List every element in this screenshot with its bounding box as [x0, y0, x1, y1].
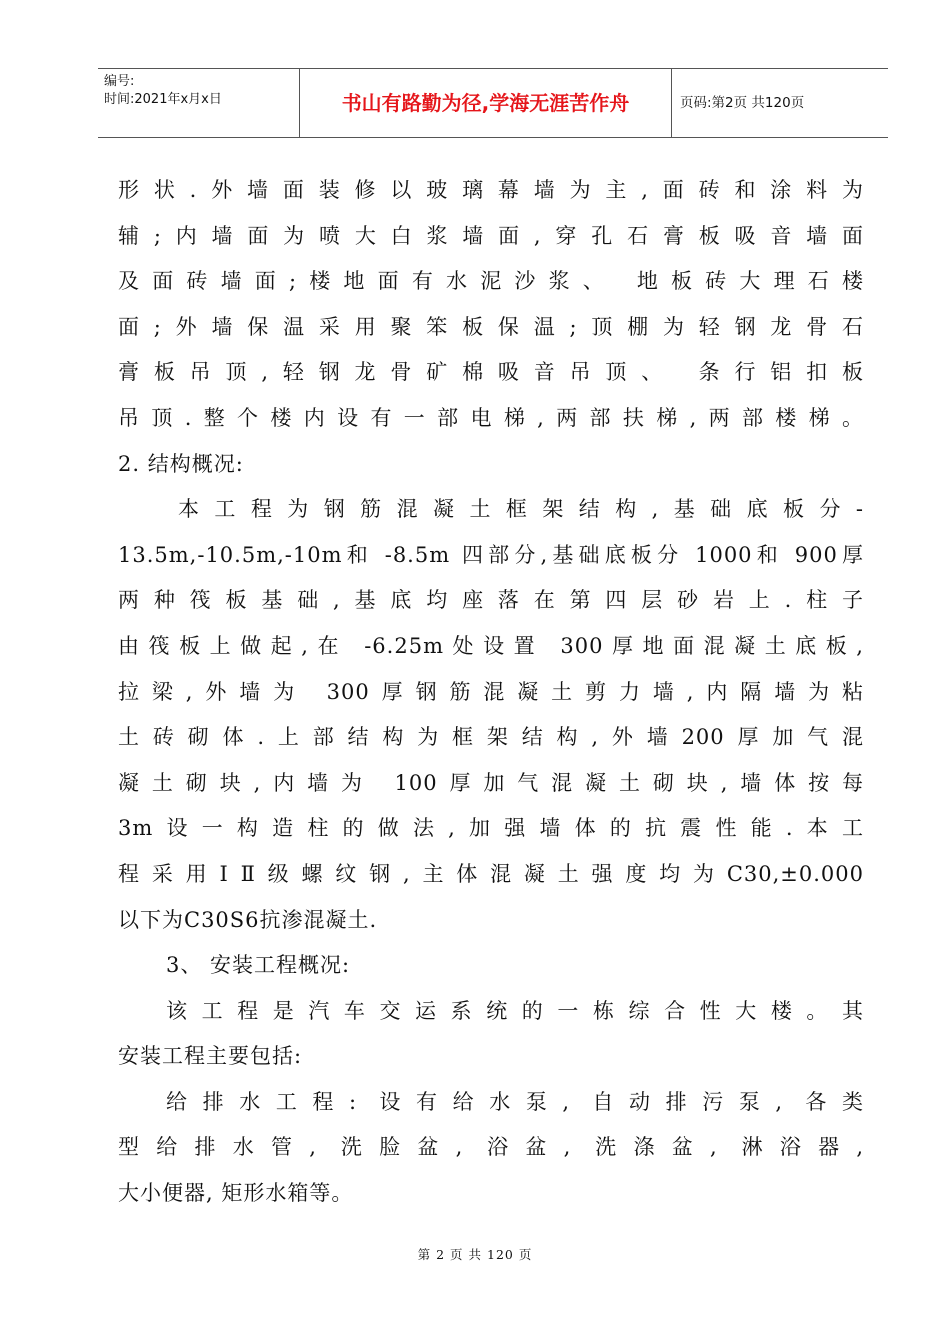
- text-line: 吊顶.整个楼内设有一部电梯,两部扶梯,两部楼梯。: [118, 405, 864, 430]
- text-line: 辅;内墙面为喷大白浆墙面,穿孔石膏板吸音墙面: [118, 223, 864, 248]
- text-line: 13.5m,-10.5m,-10m和 -8.5m 四部分,基础底板分 1000和 900厚: [118, 542, 864, 567]
- text-line: 该工程是汽车交运系统的一栋综合性大楼。其: [166, 998, 864, 1023]
- text-line: 拉梁,外墙为 300厚钢筋混凝土剪力墙,内隔墙为粘: [118, 679, 864, 704]
- text-line: 大小便器, 矩形水箱等。: [118, 1181, 354, 1206]
- text-line: 本工程为钢筋混凝土框架结构,基础底板分-: [178, 497, 864, 522]
- page-header: [98, 68, 888, 138]
- text-line: 及面砖墙面;楼地面有水泥沙浆、 地板砖大理石楼: [118, 269, 864, 294]
- section-heading: 3、 安装工程概况:: [166, 953, 351, 978]
- text-line: 型给排水管, 洗脸盆, 浴盆, 洗涤盆, 淋浴器,: [118, 1135, 864, 1160]
- text-line: 程采用ⅠⅡ级螺纹钢,主体混凝土强度均为C30,±0.000: [118, 861, 864, 886]
- header-motto: 书山有路勤为径,学海无涯苦作舟: [300, 69, 672, 137]
- text-line: 两种筏板基础,基底均座落在第四层砂岩上.柱子: [118, 588, 864, 613]
- text-line: 由筏板上做起,在 -6.25m处设置 300厚地面混凝土底板,: [118, 633, 864, 658]
- header-number-label: 编号:: [104, 74, 135, 89]
- header-time-label: 时间:2021年x月x日: [104, 92, 222, 107]
- text-line: 膏板吊顶,轻钢龙骨矿棉吸音吊顶、 条行铝扣板: [118, 360, 864, 385]
- text-line: 凝土砌块,内墙为 100厚加气混凝土砌块,墙体按每: [118, 770, 864, 795]
- text-line: 以下为C30S6抗渗混凝土.: [118, 907, 378, 932]
- page-footer: 第 2 页 共 120 页: [417, 1247, 533, 1262]
- section-heading: 2. 结构概况:: [118, 451, 244, 476]
- header-meta: [98, 69, 300, 137]
- header-page-info: 页码:第2页 共120页: [680, 95, 805, 111]
- text-line: 3m设一构造柱的做法,加强墙体的抗震性能.本工: [118, 816, 864, 841]
- text-line: 安装工程主要包括:: [118, 1044, 303, 1069]
- text-line: 面;外墙保温采用聚笨板保温;顶棚为轻钢龙骨石: [118, 314, 864, 339]
- text-line: 形状.外墙面装修以玻璃幕墙为主,面砖和涂料为: [118, 178, 864, 202]
- text-line: 给排水工程: 设有给水泵, 自动排污泵, 各类: [166, 1089, 864, 1114]
- document-body: [118, 168, 864, 1217]
- text-line: 土砖砌体.上部结构为框架结构,外墙200厚加气混: [118, 725, 864, 750]
